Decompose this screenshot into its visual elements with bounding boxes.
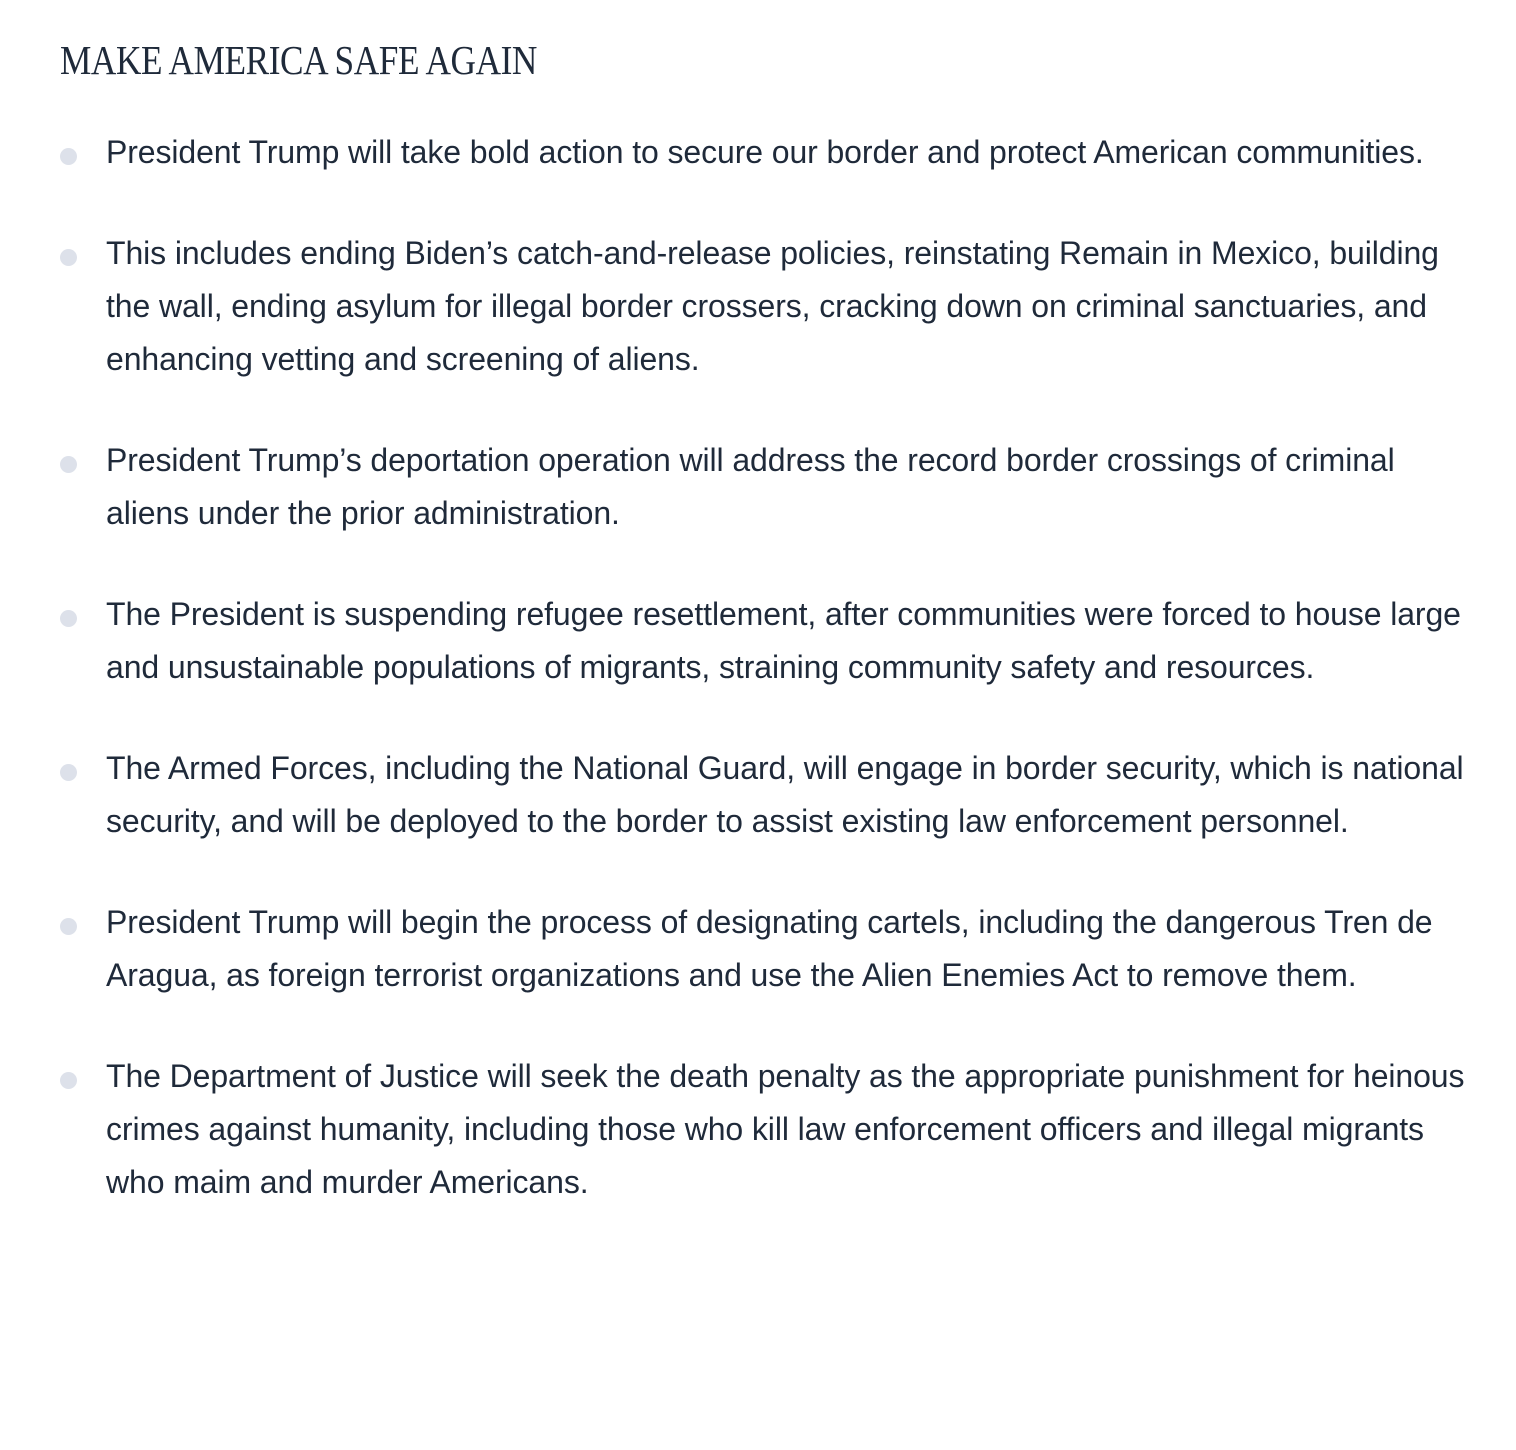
list-item-text: The Department of Justice will seek the death penalty as the appropriate punishment for heinous crimes against humanity, including those who kill law enforcement officers and illegal migrants who maim and murder Americans.: [106, 1058, 1465, 1200]
list-item-text: This includes ending Biden’s catch-and-release policies, reinstating Remain in Mexico, building the wall, ending asylum for illegal border crossers, cracking down on criminal sanctuaries, and enhancing vetting and screening of aliens.: [106, 235, 1439, 377]
list-item: [60, 742, 1480, 848]
bullet-list: [60, 126, 1480, 1209]
bullet-dot-icon: [60, 764, 77, 781]
bullet-dot-icon: [60, 456, 77, 473]
list-item: [60, 1050, 1480, 1209]
content-section: [60, 0, 1480, 1215]
list-item-text: President Trump’s deportation operation will address the record border crossings of criminal aliens under the prior administration.: [106, 442, 1395, 531]
list-item-text: President Trump will begin the process of designating cartels, including the dangerous Tren de Aragua, as foreign terrorist organizations and use the Alien Enemies Act to remove them.: [106, 904, 1433, 993]
bullet-dot-icon: [60, 1072, 77, 1089]
list-item: [60, 434, 1480, 540]
list-item: [60, 896, 1480, 1002]
list-item: [60, 588, 1480, 694]
section-title: MAKE AMERICA SAFE AGAIN: [60, 37, 537, 83]
list-item-text: The Armed Forces, including the National Guard, will engage in border security, which is national security, and will be deployed to the border to assist existing law enforcement personnel.: [106, 750, 1464, 839]
bullet-dot-icon: [60, 249, 77, 266]
list-item: [60, 227, 1480, 386]
list-item-text: President Trump will take bold action to secure our border and protect American communities.: [106, 134, 1424, 170]
bullet-dot-icon: [60, 610, 77, 627]
list-item-text: The President is suspending refugee resettlement, after communities were forced to house large and unsustainable populations of migrants, straining community safety and resources.: [106, 596, 1461, 685]
bullet-dot-icon: [60, 918, 77, 935]
list-item: [60, 126, 1480, 179]
bullet-dot-icon: [60, 148, 77, 165]
